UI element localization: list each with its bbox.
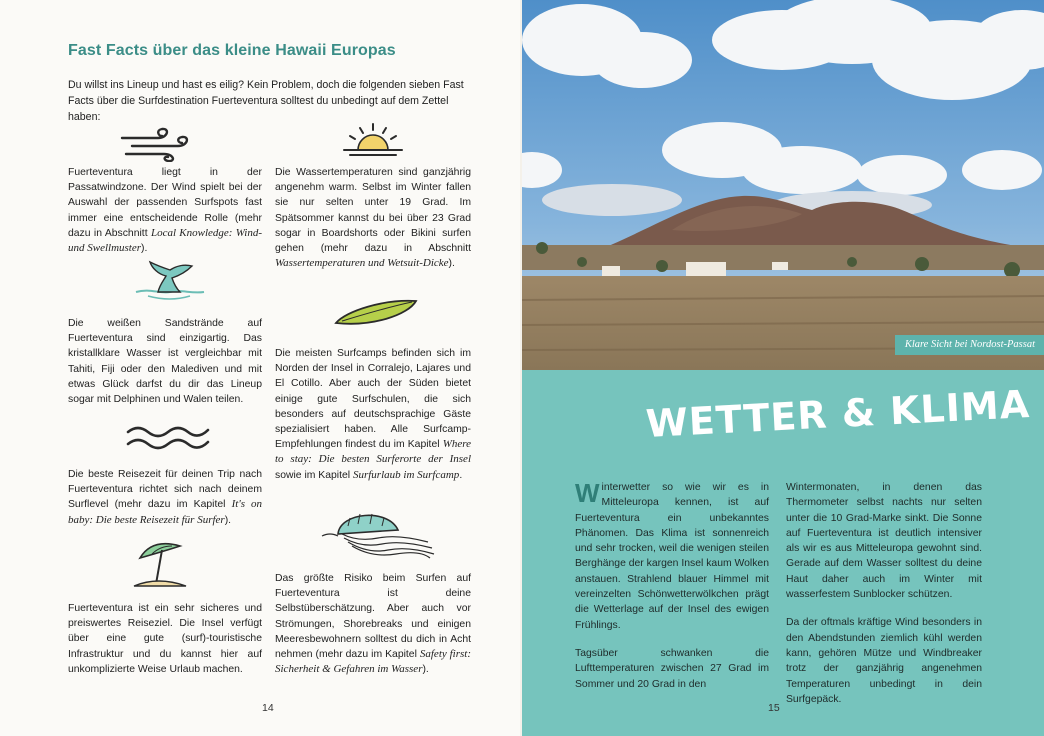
fact-water-temp: Die Wassertemperaturen sind ganzjährig angenehm warm. Selbst im Winter fallen sie nur selten unter 19 Grad. Im Spätsommer kannst du bei über 23 Grad sogar in Boardshorts oder Bikini surfen gehen (mehr dazu in Abschnitt Wassertemperaturen und Wetsuit-Dicke). — [275, 167, 471, 270]
beach-umbrella-icon — [128, 536, 192, 592]
photo-caption: Klare Sicht bei Nordost-Passat — [895, 335, 1044, 355]
drop-cap: W — [575, 478, 600, 508]
waves-icon — [124, 424, 214, 452]
text-column-right — [786, 480, 982, 707]
sun-icon — [340, 122, 406, 158]
paragraph-temperatures-continued: Wintermonaten, in denen das Thermometer selbst nachts nur selten unter die 10 Grad-Marke sinkt. Die Sonne auf Fuerteventura ist deutlich intensiver als wir es aus Mitteleuropa gewohnt sind. Gerade auf dem Wasser solltest du deine Haut daher auch im Winter mit wasserfestem Sunblocker schützen. — [786, 482, 982, 601]
wind-icon — [118, 126, 198, 162]
page-number-right: 15 — [768, 702, 780, 714]
jellyfish-icon — [318, 502, 438, 560]
landscape-photo — [522, 0, 1044, 370]
fact-risks: Das größte Risiko beim Surfen auf Fuerteventura ist deine Selbstüberschätzung. Aber auch vor Strömungen, Shorebreaks und einigen Meeresbewohnern solltest du dich in Acht nehmen (mehr dazu im Kapitel Safety first: Sicherheit & Gefahren im Wasser). — [275, 573, 471, 676]
whale-tail-icon — [130, 258, 210, 304]
paragraph-temperatures: Tagsüber schwanken die Lufttemperaturen zwischen 27 Grad im Sommer und 20 Grad in den — [575, 647, 769, 690]
fact-surfcamps: Die meisten Surfcamps befinden sich im Norden der Insel in Corralejo, Lajares und El Cotillo. Aber auch der Süden bietet einige gute Surfschulen, die sich besonders auf deutschsprachige Gäste spezialisiert haben. Alle Surfcamp-Empfehlungen findest du im Kapitel Where to stay: Die besten Surferorte der Insel sowie im Kapitel Surfurlaub im Surfcamp. — [275, 348, 471, 481]
fact-beaches: Die weißen Sandstrände auf Fuerteventura sind einzigartig. Das kristallklare Wasser ist vergleichbar mit Tahiti, Fiji oder den Malediven und mit etwas Glück darfst du dir das Lineup sogar mit Delphinen und Walen teilen. — [68, 318, 262, 406]
fact-safety: Fuerteventura ist ein sehr sicheres und preiswertes Reiseziel. Die Insel verfügt über eine gute (surf)-touristische Infrastruktur und du kannst hier auf unkomplizierte Weise Urlaub machen. — [68, 603, 262, 675]
surfboard-icon — [332, 293, 422, 333]
page-title: Fast Facts über das kleine Hawaii Europas — [68, 42, 396, 59]
text-column-left — [575, 480, 769, 692]
fact-season: Die beste Reisezeit für deinen Trip nach Fuerteventura richtet sich nach deinem Surflevel (mehr dazu im Kapitel It's on baby: Die beste Reisezeit für Surfer). — [68, 469, 262, 526]
section-headline: WETTER & KLIMA — [644, 381, 1032, 446]
paragraph-wind: Da der oftmals kräftige Wind besonders in den Abendstunden ziemlich kühl werden kann, gehören Mütze und Windbreaker trotz der ganzjährig angenehmen Temperaturen unbedingt in dein Surfgepäck. — [786, 617, 982, 705]
left-page — [0, 0, 520, 736]
fact-wind: Fuerteventura liegt in der Passatwindzone. Der Wind spielt bei der Auswahl der passenden Surfspots fast immer eine entscheidende Rolle (mehr dazu in Abschnitt Local Knowledge: Wind- und Swellmuster). — [68, 167, 262, 255]
right-page — [522, 0, 1044, 736]
page-number-left: 14 — [262, 702, 274, 714]
intro-text: Du willst ins Lineup und hast es eilig? Kein Problem, doch die folgenden sieben Fast Facts über die Surfdestination Fuerteventura solltest du unbedingt auf dem Zettel haben: — [68, 79, 464, 123]
paragraph-intro: Winterwetter so wie wir es in Mitteleuropa kennen, ist auf Fuerteventura ein unbekanntes Phänomen. Das Klima ist sonnenreich und sehr trocken, weil die wenigen steilen Berghänge der kargen Insel kaum Wolken anstauen. Strahlend blauer Himmel mit vereinzelten Schönwetterwölkchen prägt die Wetterlage auf der Insel des ewigen Frühlings. — [575, 478, 769, 631]
